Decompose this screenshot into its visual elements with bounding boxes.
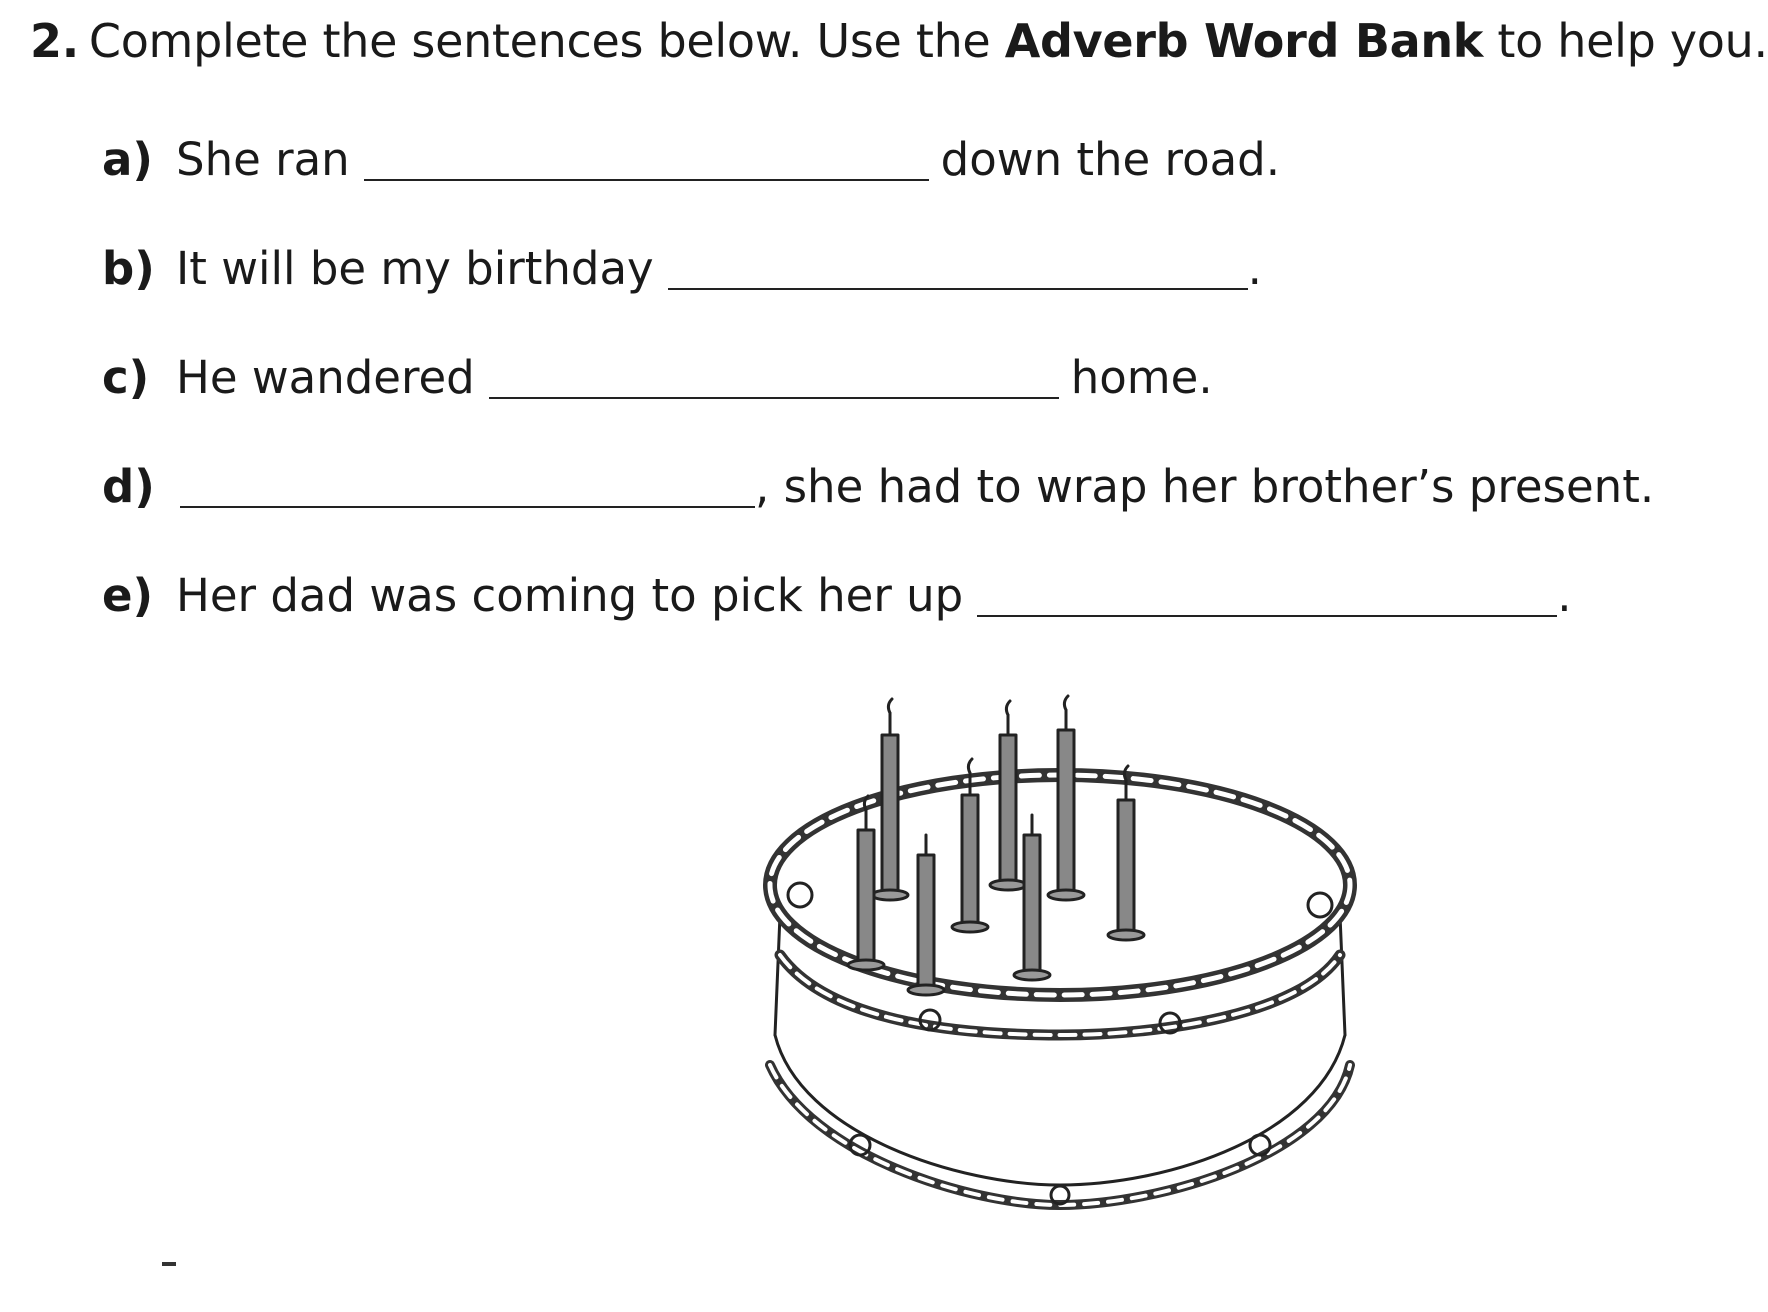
sentence-text-after: . — [1557, 569, 1572, 622]
sentence-text-after: down the road. — [940, 133, 1281, 186]
sentence-e — [102, 564, 1572, 628]
answer-blank-c[interactable] — [489, 357, 1059, 399]
sentence-text-before: He wandered — [176, 351, 475, 404]
sentence-b — [102, 237, 1262, 301]
sentence-text-after: . — [1247, 242, 1262, 295]
instruction — [30, 14, 1768, 68]
answer-blank-a[interactable] — [364, 139, 929, 181]
word-bank-name: Adverb Word Bank — [1004, 14, 1484, 68]
sentence-a — [102, 128, 1280, 192]
sentence-letter: d) — [102, 460, 155, 513]
sentence-letter: c) — [102, 351, 150, 404]
sentence-letter: b) — [102, 242, 155, 295]
birthday-cake-with-candles-icon — [740, 705, 1380, 1265]
answer-blank-e[interactable] — [977, 575, 1557, 617]
sentence-text-after: home. — [1070, 351, 1213, 404]
answer-blank-d[interactable] — [180, 466, 755, 508]
question-number: 2. — [30, 14, 79, 68]
instruction-text-end: to help you. — [1483, 14, 1768, 68]
sentence-text-before: It will be my birthday — [176, 242, 654, 295]
answer-blank-b[interactable] — [668, 248, 1248, 290]
sentence-c — [102, 346, 1213, 410]
sentence-text-before: She ran — [176, 133, 350, 186]
sentence-letter: e) — [102, 569, 154, 622]
sentence-text-after: , she had to wrap her brother’s present. — [755, 460, 1655, 513]
instruction-text-start: Complete the sentences below. Use the — [88, 14, 1005, 68]
sentence-text-before: Her dad was coming to pick her up — [176, 569, 964, 622]
sentence-letter: a) — [102, 133, 153, 186]
stray-mark — [162, 1262, 176, 1266]
sentence-d — [102, 455, 1654, 519]
